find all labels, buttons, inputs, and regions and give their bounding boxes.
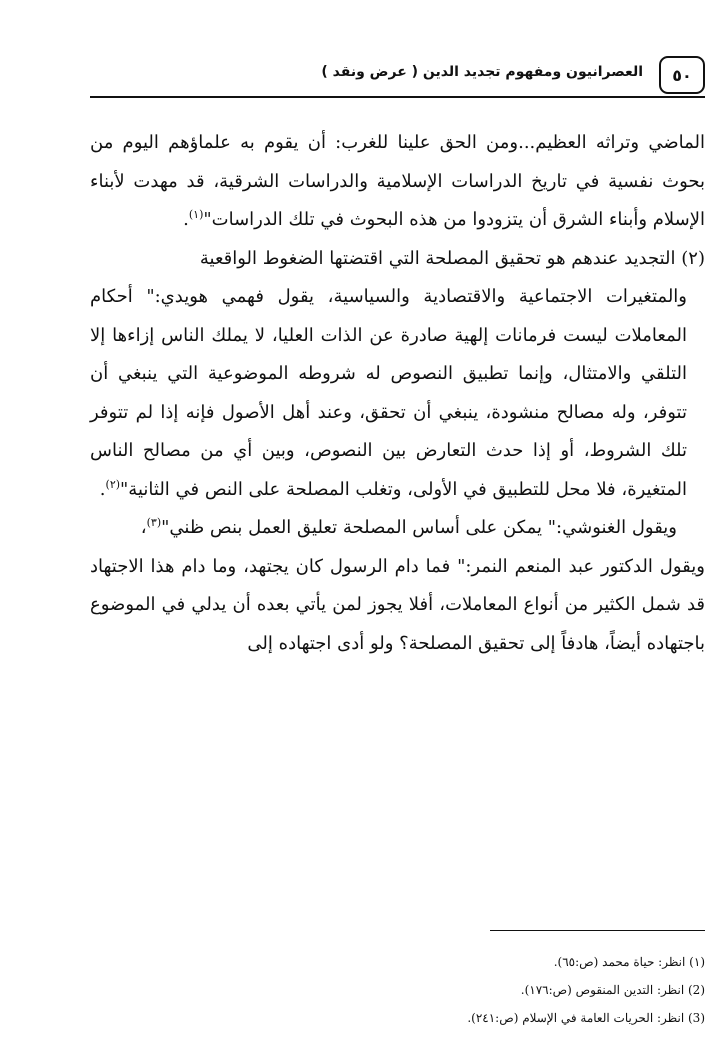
footnote-ref-1: (١)	[188, 208, 204, 221]
paragraph-3-text: ويقول الغنوشي:" يمكن على أساس المصلحة تعليق العمل بنص ظني"	[161, 517, 677, 538]
footnotes	[105, 948, 705, 1032]
footnote-ref-3: (٣)	[146, 516, 162, 529]
page-header	[90, 52, 705, 100]
footnote-ref-2: (٢)	[105, 477, 121, 491]
paragraph-4	[90, 548, 705, 664]
footnote-separator	[490, 930, 705, 931]
main-text	[90, 124, 705, 663]
paragraph-2-cont-text: والمتغيرات الاجتماعية والاقتصادية والسياسية، يقول فهمي هويدي:" أحكام المعاملات ليست فرمانات إلهية صادرة عن الذات العليا، لا يملك الناس إزاءها إلا التلقي والامتثال، وإنما تطبيق النصوص له شروطه الموضوعية التي ينبغي أن تتوفر، وله مصالح منشودة، ينبغي أن تحقق، وعند أهل الأصول فإنه إذا لم تتوفر تلك الشروط، أو إذا حدث التعارض بين النصوص، وبين أي من مصالح الناس المتغيرة، فلا محل للتطبيق في الأولى، وتغلب المصلحة على النص في الثانية"	[90, 286, 687, 500]
paragraph-4-text: ويقول الدكتور عبد المنعم النمر:" فما دام الرسول كان يجتهد، وما دام هذا الاجتهاد قد شمل الكثير من أنواع المعاملات، أفلا يجوز لمن يأتي بعده أن يدلي في الموضوع باجتهاده أيضاً، هادفاً إلى تحقيق المصلحة؟ ولو أدى اجتهاده إلى	[90, 555, 705, 654]
paragraph-1	[90, 124, 705, 240]
paragraph-2	[90, 240, 705, 279]
footnote-1: (١) انظر: حياة محمد (ص:٦٥).	[553, 955, 705, 969]
header-rule	[90, 96, 705, 98]
paragraph-2-continued	[90, 278, 705, 509]
running-title: العصرانيون ومفهوم تجديد الدين ( عرض ونقد )	[321, 64, 643, 80]
footnote-2: (2) انظر: التدين المنقوص (ص:١٧٦).	[520, 983, 705, 997]
footnote-3: (3) انظر: الحريات العامة في الإسلام (ص:٢٤١).	[467, 1011, 705, 1025]
paragraph-2-end: .	[99, 478, 106, 500]
paragraph-2-text: (٢) التجديد عندهم هو تحقيق المصلحة التي اقتضتها الضغوط الواقعية	[199, 247, 705, 269]
page-number: ٥٠	[659, 56, 705, 94]
paragraph-1-text: الماضي وتراثه العظيم...ومن الحق علينا للغرب: أن يقوم به علماؤهم اليوم من بحوث نفسية في تاريخ الدراسات الإسلامية والدراسات الشرقية، قد مهدت لأبناء الإسلام وأبناء الشرق أن يتزودوا من هذه البحوث في تلك الدراسات"	[90, 132, 705, 230]
paragraph-3-end: ،	[140, 517, 147, 538]
paragraph-1-end: .	[183, 209, 189, 230]
paragraph-3	[90, 509, 705, 548]
